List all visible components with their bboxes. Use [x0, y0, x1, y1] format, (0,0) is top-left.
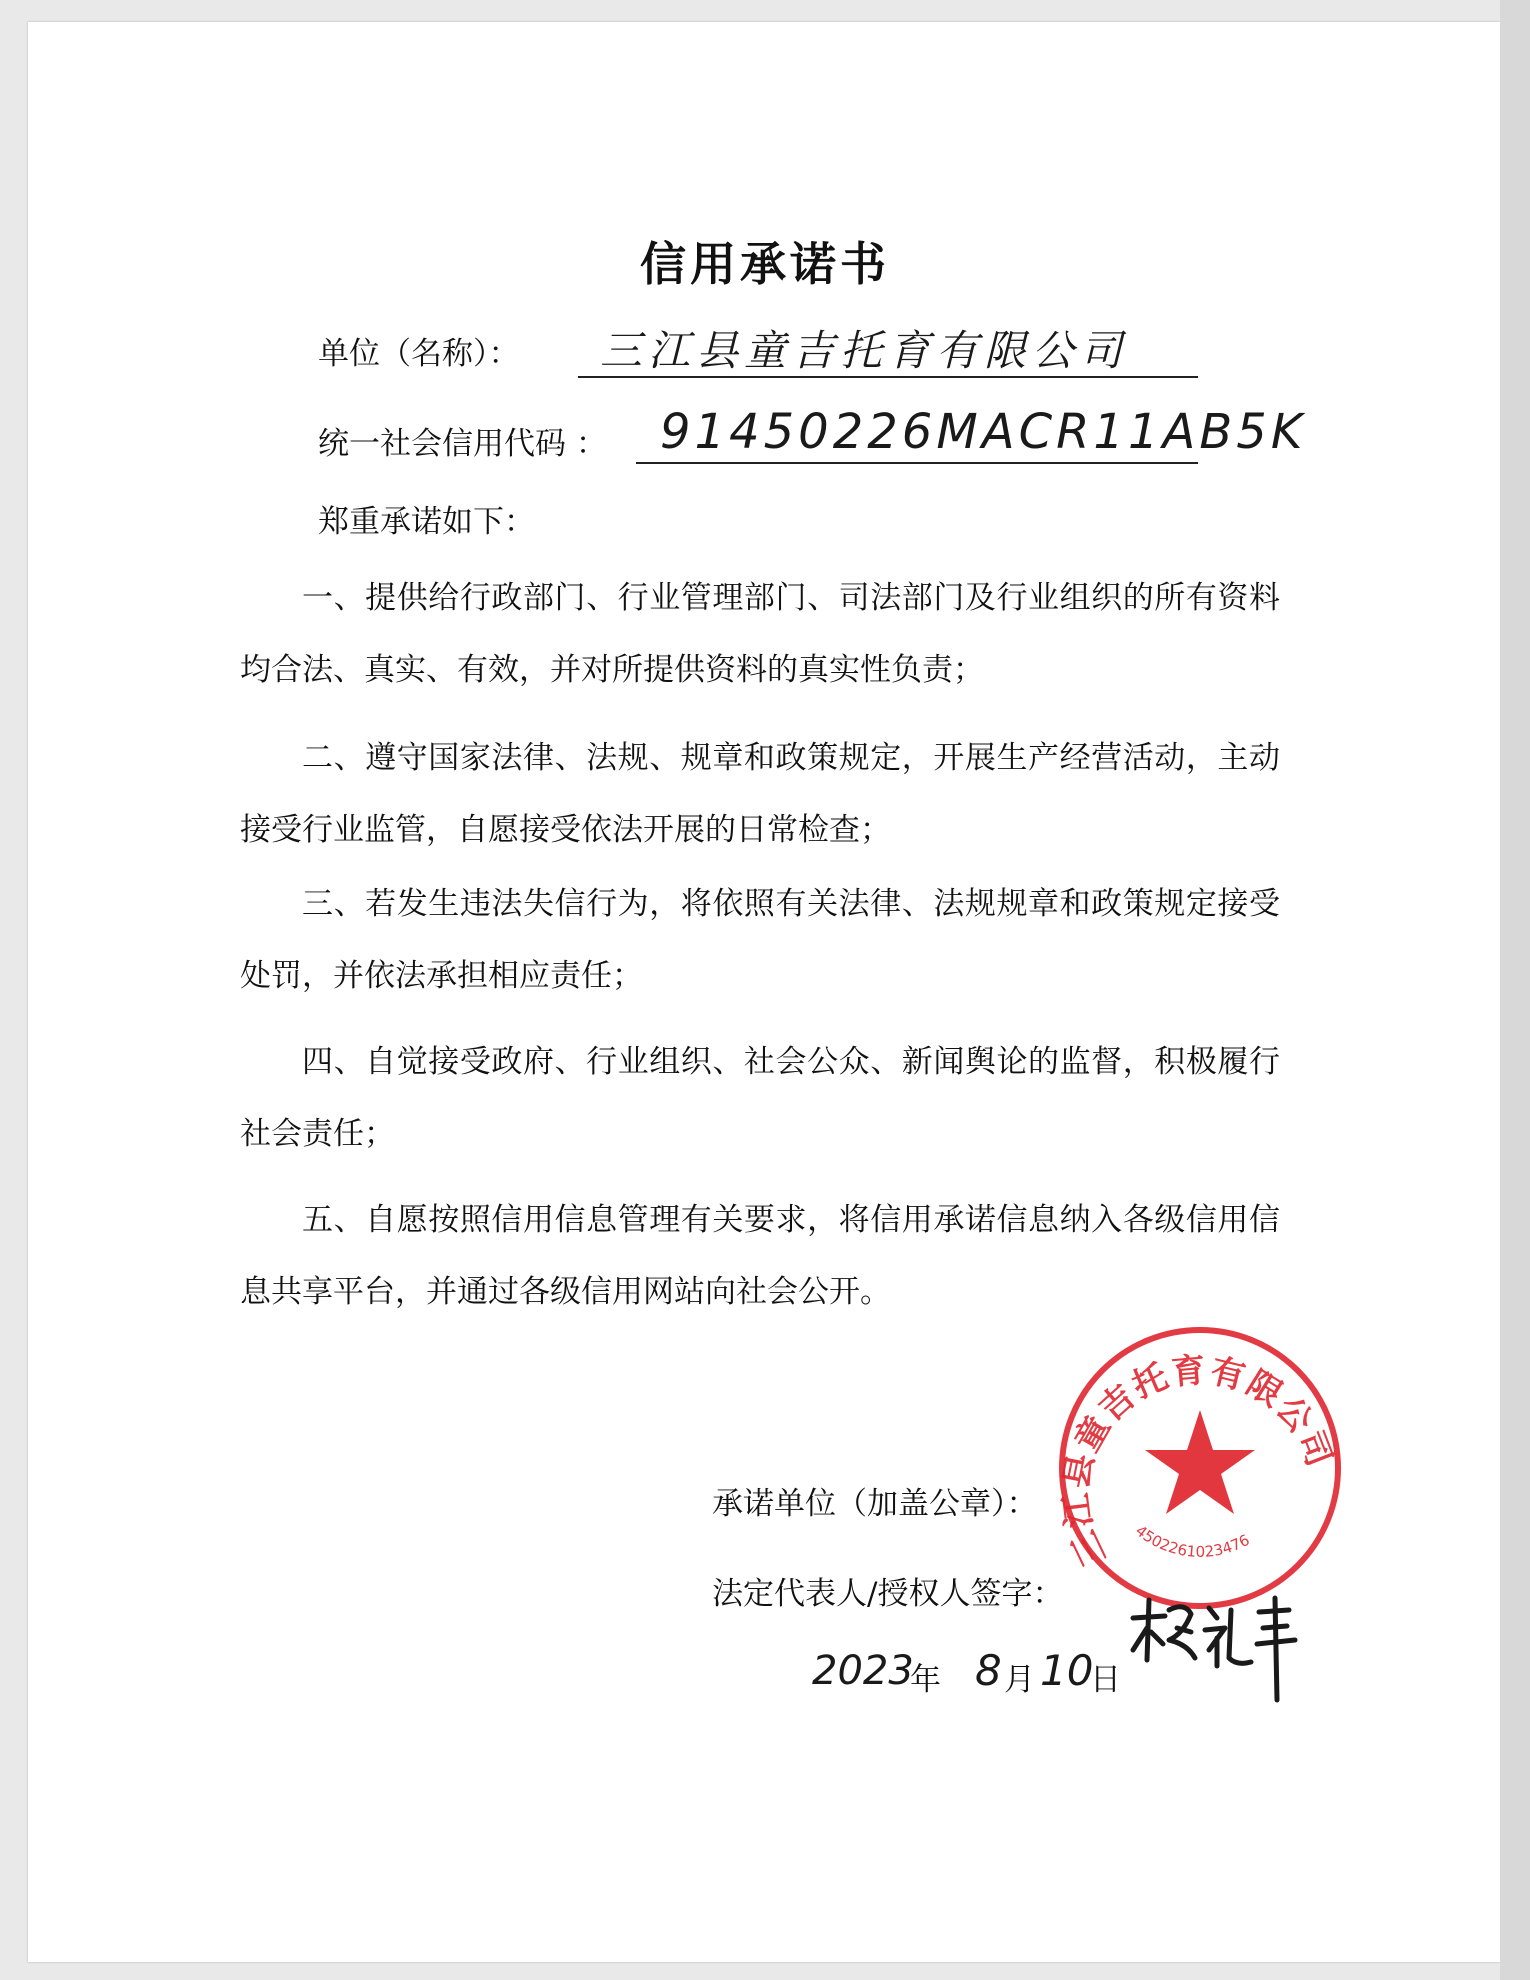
date-day: 10 — [1040, 1646, 1094, 1695]
credit-code-handwritten: 91450226MACR11AB5K — [660, 404, 1307, 460]
clause-3: 三、若发生违法失信行为，将依照有关法律、法规规章和政策规定接受处罚，并依法承担相应责任； — [240, 886, 1280, 994]
seal-number: 4502261023476 — [1132, 1521, 1253, 1561]
document-title: 信用承诺书 — [640, 237, 890, 291]
date-year-label: 年 — [910, 1662, 941, 1698]
sign-rep-label: 法定代表人/授权人签字： — [712, 1576, 1064, 1612]
date-month-label: 月 — [1004, 1662, 1035, 1698]
credit-code-underline — [636, 462, 1198, 464]
date-year: 2023 — [812, 1648, 914, 1694]
company-seal — [1050, 1318, 1350, 1618]
seal-text: 三江县童吉托育有限公司 — [1055, 1350, 1340, 1573]
date-day-label: 日 — [1090, 1662, 1121, 1698]
unit-name-handwritten: 三江县童吉托育有限公司 — [600, 326, 1129, 375]
star-icon — [1145, 1410, 1255, 1514]
clause-2: 二、遵守国家法律、法规、规章和政策规定，开展生产经营活动，主动接受行业监管，自愿接受依法开展的日常检查； — [240, 740, 1280, 848]
sign-unit-label: 承诺单位（加盖公章）： — [712, 1486, 1038, 1522]
svg-text:4502261023476 — [1132, 1522, 1252, 1561]
scan-edge — [1500, 0, 1530, 1980]
clause-4: 四、自觉接受政府、行业组织、社会公众、新闻舆论的监督，积极履行社会责任； — [240, 1044, 1280, 1152]
clause-1: 一、提供给行政部门、行业管理部门、司法部门及行业组织的所有资料均合法、真实、有效，并对所提供资料的真实性负责； — [240, 580, 1280, 688]
date-month: 8 — [975, 1646, 1002, 1695]
clause-5: 五、自愿按照信用信息管理有关要求，将信用承诺信息纳入各级信用信息共享平台，并通过各级信用网站向社会公开。 — [240, 1202, 1280, 1310]
handwritten-signature — [1125, 1588, 1305, 1708]
unit-underline — [578, 376, 1198, 378]
intro-text: 郑重承诺如下： — [318, 504, 535, 540]
credit-code-label: 统一社会信用代码 ： — [318, 426, 607, 462]
unit-label: 单位（名称）： — [318, 336, 520, 372]
